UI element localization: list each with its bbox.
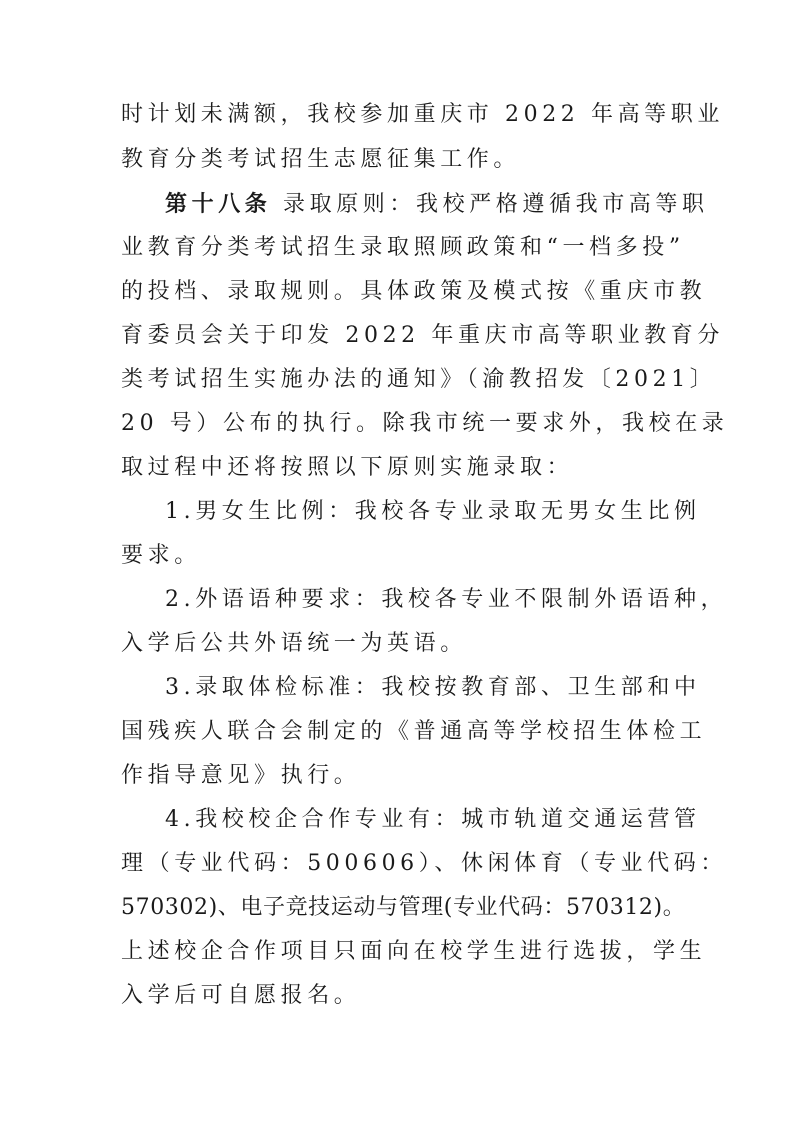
- text-line: 570302)、电子竞技运动与管理(专业代码：570312)。: [121, 895, 686, 920]
- text-line: 育委员会关于印发 2022 年重庆市高等职业教育分: [121, 323, 724, 348]
- article-18-line: [165, 189, 709, 220]
- item-2-line: 2.外语语种要求：我校各专业不限制外语语种，: [165, 587, 728, 612]
- article-heading: 第十八条: [165, 191, 272, 217]
- text-line: 理（专业代码：500606）、休闲体育（专业代码：: [121, 851, 727, 876]
- text-line: 作指导意见》执行。: [121, 763, 361, 788]
- text-line: 入学后公共外语统一为英语。: [121, 631, 467, 656]
- text-line: 入学后可自愿报名。: [121, 983, 361, 1008]
- text-line: 类考试招生实施办法的通知》（渝教招发〔2021〕: [121, 367, 717, 392]
- text-line: 要求。: [121, 543, 201, 568]
- text-line: 取过程中还将按照以下原则实施录取：: [121, 455, 574, 480]
- text-line: 业教育分类考试招生录取照顾政策和“一档多投”: [121, 235, 685, 260]
- text-line: 时计划未满额，我校参加重庆市 2022 年高等职业: [121, 102, 724, 127]
- text-line: 上述校企合作项目只面向在校学生进行选拔，学生: [121, 939, 707, 964]
- article-text: 录取原则：我校严格遵循我市高等职: [283, 192, 709, 217]
- text-line: 国残疾人联合会制定的《普通高等学校招生体检工: [121, 719, 707, 744]
- item-3-line: 3.录取体检标准：我校按教育部、卫生部和中: [165, 675, 701, 700]
- text-line: 20 号）公布的执行。除我市统一要求外，我校在录: [121, 411, 729, 436]
- item-1-line: 1.男女生比例：我校各专业录取无男女生比例: [165, 499, 701, 524]
- item-4-line: 4.我校校企合作专业有：城市轨道交通运营管: [165, 807, 701, 832]
- text-line: 的投档、录取规则。具体政策及模式按《重庆市教: [121, 279, 707, 304]
- text-line: 教育分类考试招生志愿征集工作。: [121, 147, 521, 172]
